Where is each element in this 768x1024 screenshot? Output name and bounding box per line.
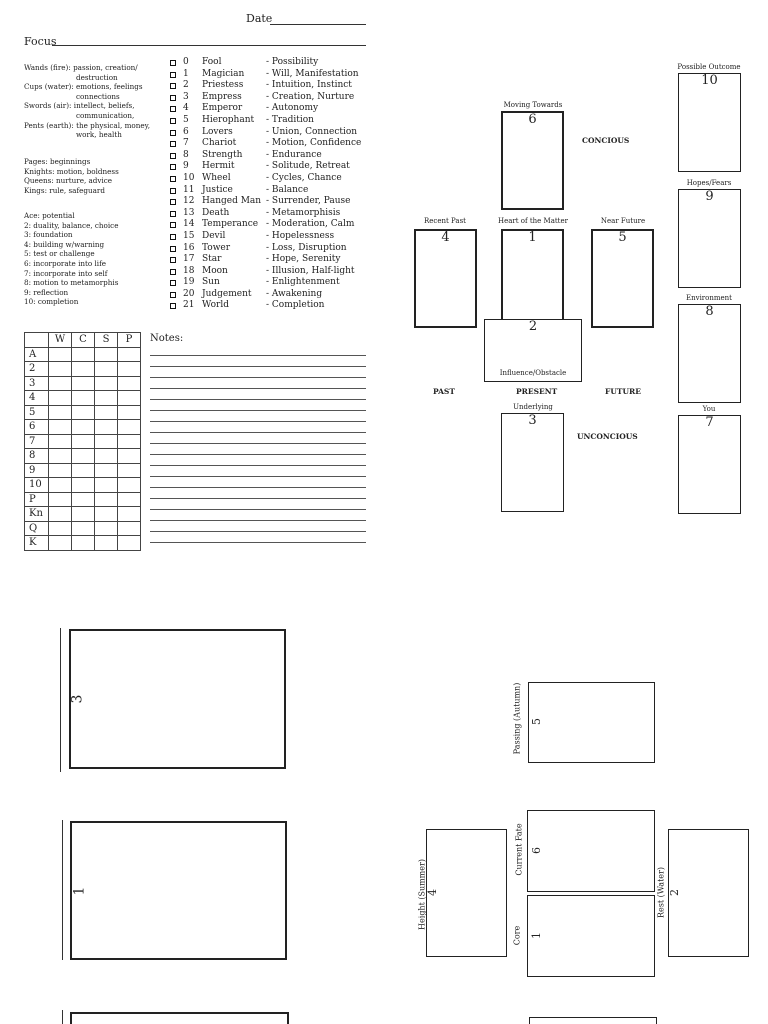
arcana-name: Lovers (202, 126, 233, 137)
card-number: 8 (705, 304, 714, 319)
tally-cell[interactable] (118, 492, 141, 507)
rank-item: 7: incorporate into self (24, 268, 108, 278)
tally-cell[interactable] (72, 405, 95, 420)
tally-cell[interactable] (72, 507, 95, 522)
checkbox[interactable] (170, 199, 176, 205)
suit-wands: Wands (fire): passion, creation/ (24, 63, 138, 72)
tally-cell[interactable] (72, 420, 95, 435)
column-header: W (49, 333, 72, 348)
underlying-label: Underlying (513, 403, 553, 411)
concious-label: CONCIOUS (582, 136, 630, 145)
tally-cell[interactable] (95, 362, 118, 377)
tally-cell[interactable] (72, 347, 95, 362)
court-item: Queens: nurture, advice (24, 176, 113, 186)
notes-line[interactable] (150, 487, 366, 488)
rank-item: 4: building w/warning (24, 239, 105, 249)
tally-cell[interactable] (95, 376, 118, 391)
date-field-line[interactable] (270, 24, 366, 25)
arcana-meaning: - Solitude, Retreat (266, 161, 350, 172)
tally-cell[interactable] (49, 420, 72, 435)
notes-line[interactable] (150, 531, 366, 532)
tally-cell[interactable] (72, 362, 95, 377)
arcana-number: 16 (183, 242, 195, 253)
arcana-meaning: - Hope, Serenity (266, 254, 341, 265)
arcana-meaning: - Will, Manifestation (266, 68, 359, 79)
tally-cell[interactable] (118, 449, 141, 464)
arcana-meaning: - Completion (266, 300, 325, 311)
arcana-name: Star (202, 254, 222, 265)
arcana-number: 10 (183, 172, 195, 183)
card-number: 7 (705, 415, 714, 430)
notes-line[interactable] (150, 410, 366, 411)
date-label: Date (246, 12, 273, 25)
recent-past-label: Recent Past (424, 217, 466, 225)
unconcious-label: UNCONCIOUS (577, 432, 638, 441)
table-row (25, 405, 141, 420)
card-slot-influence-obstacle[interactable] (484, 319, 582, 382)
tally-cell[interactable] (49, 434, 72, 449)
arcana-number: 1 (183, 68, 189, 79)
card-slot-environment[interactable] (678, 304, 741, 403)
row-header: 5 (25, 405, 49, 420)
arcana-meaning: - Creation, Nurture (266, 91, 355, 102)
card-number: 1 (530, 932, 543, 939)
tally-cell[interactable] (72, 492, 95, 507)
tally-cell[interactable] (49, 405, 72, 420)
column-header: P (118, 333, 141, 348)
row-header: A (25, 347, 49, 362)
checkbox[interactable] (170, 153, 176, 159)
arcana-meaning: - Enlightenment (266, 277, 340, 288)
notes-line[interactable] (150, 388, 366, 389)
court-item: Kings: rule, safeguard (24, 185, 105, 195)
card-number: 4 (426, 889, 439, 896)
arcana-number: 8 (183, 149, 189, 160)
future-label: FUTURE (605, 387, 641, 396)
hopes-fears-label: Hopes/Fears (686, 179, 732, 187)
notes-line[interactable] (150, 454, 366, 455)
influence-obstacle-label: Influence/Obstacle (499, 369, 567, 377)
arcana-meaning: - Possibility (266, 57, 319, 67)
notes-line[interactable] (150, 465, 366, 466)
arcana-number: 19 (183, 277, 195, 288)
card-slot-partial[interactable] (529, 1017, 657, 1024)
court-item: Pages: beginnings (24, 157, 91, 166)
arcana-name: Hierophant (202, 114, 255, 125)
row-header: 2 (25, 362, 49, 377)
arcana-meaning: - Hopelessness (266, 230, 335, 241)
rank-item: 5: test or challenge (24, 249, 95, 259)
column-header: C (72, 333, 95, 348)
row-header: P (25, 492, 49, 507)
ranks-legend (24, 211, 118, 307)
card-slot-3-rotated[interactable] (69, 629, 286, 769)
possible-outcome-label: Possible Outcome (677, 63, 741, 71)
arcana-number: 18 (183, 265, 195, 276)
card-number: 5 (618, 230, 627, 245)
arcana-number: 14 (183, 219, 195, 230)
tally-cell[interactable] (49, 362, 72, 377)
height-summer-label: Height (Summer) (417, 859, 427, 930)
notes-label: Notes: (150, 333, 184, 344)
tally-cell[interactable] (118, 362, 141, 377)
row-header: 6 (25, 420, 49, 435)
notes-line[interactable] (150, 432, 366, 433)
rank-item: 9: reflection (24, 287, 69, 297)
card-number: 3 (69, 694, 86, 704)
arcana-number: 15 (183, 230, 195, 241)
checkbox[interactable] (170, 292, 176, 298)
tally-cell[interactable] (49, 536, 72, 551)
heart-of-matter-label: Heart of the Matter (498, 217, 568, 225)
checkbox[interactable] (170, 257, 176, 263)
card-number: 3 (528, 413, 537, 428)
tally-cell[interactable] (49, 521, 72, 536)
card-slot-you[interactable] (678, 415, 741, 514)
row-header: Kn (25, 507, 49, 522)
divider-line (62, 1010, 63, 1024)
notes-line[interactable] (150, 399, 366, 400)
tally-cell[interactable] (118, 420, 141, 435)
arcana-meaning: - Cycles, Chance (266, 172, 342, 183)
tally-cell[interactable] (49, 449, 72, 464)
notes-line[interactable] (150, 366, 366, 367)
card-slot-1-rotated[interactable] (70, 821, 287, 960)
checkbox[interactable] (170, 95, 176, 101)
past-label: PAST (433, 387, 455, 396)
rank-item: 3: foundation (24, 230, 73, 240)
rest-water-label: Rest (Water) (656, 867, 666, 918)
checkbox[interactable] (170, 188, 176, 194)
tally-cell[interactable] (95, 449, 118, 464)
checkbox[interactable] (170, 106, 176, 112)
divider-line (60, 628, 61, 772)
suit-cups: Cups (water): emotions, feelings (24, 82, 143, 92)
tally-cell[interactable] (49, 507, 72, 522)
notes-line[interactable] (150, 355, 366, 356)
table-row (25, 449, 141, 464)
arcana-number: 9 (183, 161, 189, 172)
core-label: Core (512, 925, 522, 946)
card-number: 9 (705, 189, 714, 204)
rank-item: 10: completion (24, 297, 79, 307)
card-number: 2 (668, 889, 681, 896)
rank-item: 2: duality, balance, choice (24, 220, 119, 230)
arcana-number: 2 (183, 80, 189, 91)
rank-item: 6: incorporate into life (24, 258, 107, 268)
arcana-name: Sun (202, 277, 220, 288)
card-slot-height-summer[interactable] (426, 829, 507, 957)
tally-cell[interactable] (72, 536, 95, 551)
row-header: K (25, 536, 49, 551)
arcana-name: World (202, 300, 229, 311)
card-slot-underlying[interactable] (501, 413, 564, 512)
arcana-name: Judgement (202, 288, 252, 299)
arcana-name: Hermit (202, 161, 235, 172)
checkbox[interactable] (170, 246, 176, 252)
arcana-name: Magician (202, 68, 245, 79)
tally-cell[interactable] (72, 521, 95, 536)
card-number: 5 (530, 718, 543, 725)
court-item: Knights: motion, boldness (24, 166, 119, 176)
card-slot-recent-past[interactable] (414, 229, 477, 328)
arcana-name: Tower (202, 242, 231, 253)
arcana-meaning: - Moderation, Calm (266, 219, 355, 230)
arcana-meaning: - Union, Connection (266, 126, 358, 137)
tally-cell[interactable] (95, 478, 118, 493)
arcana-name: Moon (202, 265, 228, 276)
notes-line[interactable] (150, 520, 366, 521)
tally-cell[interactable] (118, 347, 141, 362)
checkbox[interactable] (170, 280, 176, 286)
card-number: 1 (528, 230, 537, 245)
card-number: 10 (701, 73, 718, 88)
card-slot-partial[interactable] (70, 1012, 289, 1024)
tally-cell[interactable] (72, 376, 95, 391)
arcana-meaning: - Surrender, Pause (266, 196, 351, 207)
arcana-name: Wheel (202, 172, 231, 183)
tally-cell[interactable] (95, 434, 118, 449)
notes-line[interactable] (150, 443, 366, 444)
arcana-meaning: - Balance (266, 184, 309, 195)
tally-cell[interactable] (49, 391, 72, 406)
card-number: 6 (530, 847, 543, 854)
tally-cell[interactable] (118, 521, 141, 536)
tally-cell[interactable] (72, 463, 95, 478)
tally-cell[interactable] (118, 391, 141, 406)
arcana-name: Chariot (202, 138, 237, 149)
tally-cell[interactable] (118, 376, 141, 391)
table-row (25, 420, 141, 435)
checkbox[interactable] (170, 72, 176, 78)
arcana-meaning: - Metamorphisis (266, 207, 341, 218)
checkbox[interactable] (170, 118, 176, 124)
arcana-number: 3 (183, 91, 189, 102)
suit-swords: Swords (air): intellect, beliefs, (24, 101, 135, 111)
row-header: 8 (25, 449, 49, 464)
arcana-number: 6 (183, 126, 189, 137)
tally-cell[interactable] (49, 463, 72, 478)
card-slot-moving-towards[interactable] (501, 111, 564, 210)
checkbox[interactable] (170, 164, 176, 170)
card-slot-rest-water[interactable] (668, 829, 749, 957)
tally-cell[interactable] (95, 492, 118, 507)
row-header: 7 (25, 434, 49, 449)
checkbox[interactable] (170, 211, 176, 217)
tally-cell[interactable] (95, 420, 118, 435)
arcana-number: 13 (183, 207, 195, 218)
tally-cell[interactable] (72, 434, 95, 449)
card-slot-heart-of-matter[interactable] (501, 229, 564, 328)
card-slot-possible-outcome[interactable] (678, 73, 741, 172)
corner-cell (25, 333, 49, 348)
tally-cell[interactable] (118, 434, 141, 449)
table-row (25, 536, 141, 551)
row-header: Q (25, 521, 49, 536)
column-header: S (95, 333, 118, 348)
checkbox[interactable] (170, 222, 176, 228)
tally-cell[interactable] (95, 536, 118, 551)
arcana-number: 4 (183, 103, 189, 114)
arcana-meaning: - Autonomy (266, 103, 319, 114)
arcana-meaning: - Endurance (266, 149, 322, 160)
arcana-meaning: - Awakening (266, 288, 323, 299)
tally-cell[interactable] (95, 347, 118, 362)
tally-cell[interactable] (95, 521, 118, 536)
notes-line[interactable] (150, 509, 366, 510)
tally-cell[interactable] (49, 478, 72, 493)
court-legend (24, 157, 119, 195)
arcana-meaning: - Illusion, Half-light (266, 265, 355, 276)
card-slot-core[interactable] (527, 895, 655, 977)
arcana-number: 7 (183, 138, 189, 149)
table-row (25, 521, 141, 536)
rank-item: 8: motion to metamorphis (24, 278, 119, 288)
checkbox[interactable] (170, 60, 176, 66)
focus-field-line[interactable] (52, 45, 366, 46)
present-label: PRESENT (516, 387, 558, 396)
table-row (25, 362, 141, 377)
checkbox[interactable] (170, 303, 176, 309)
arcana-name: Justice (202, 184, 233, 195)
arcana-number: 20 (183, 288, 195, 299)
arcana-meaning: - Loss, Disruption (266, 242, 347, 253)
focus-label: Focus (24, 35, 57, 48)
checkbox[interactable] (170, 130, 176, 136)
card-slot-hopes-fears[interactable] (678, 189, 741, 288)
table-row (25, 507, 141, 522)
tally-cell[interactable] (118, 463, 141, 478)
tally-cell[interactable] (95, 507, 118, 522)
row-header: 3 (25, 376, 49, 391)
arcana-name: Death (202, 207, 230, 218)
arcana-name: Temperance (202, 219, 259, 230)
tally-cell[interactable] (72, 478, 95, 493)
near-future-label: Near Future (600, 217, 646, 225)
notes-line[interactable] (150, 498, 366, 499)
row-header: 9 (25, 463, 49, 478)
arcana-number: 12 (183, 196, 195, 207)
tally-cell[interactable] (95, 463, 118, 478)
table-row (25, 463, 141, 478)
arcana-number: 17 (183, 254, 195, 265)
notes-line[interactable] (150, 377, 366, 378)
table-row (25, 376, 141, 391)
suits-legend: Wands (fire): passion, creation/ destruction Cups (water): emotions, feelings connections Swords (air): intellect, beliefs, communication, Pents (earth): the physical, money, work, health (24, 63, 164, 140)
card-number: 6 (528, 112, 537, 127)
tally-cell[interactable] (118, 536, 141, 551)
table-row (25, 492, 141, 507)
arcana-number: 0 (183, 57, 189, 67)
arcana-meaning: - Motion, Confidence (266, 138, 362, 149)
suit-tracker-table (24, 332, 141, 551)
moving-towards-label: Moving Towards (503, 101, 563, 109)
tally-cell[interactable] (72, 391, 95, 406)
checkbox[interactable] (170, 141, 176, 147)
card-slot-near-future[interactable] (591, 229, 654, 328)
tally-cell[interactable] (72, 449, 95, 464)
tally-cell[interactable] (49, 347, 72, 362)
notes-line[interactable] (150, 476, 366, 477)
arcana-meaning: - Tradition (266, 114, 314, 125)
tally-cell[interactable] (95, 405, 118, 420)
arcana-name: Hanged Man (202, 196, 262, 207)
tally-cell[interactable] (118, 405, 141, 420)
arcana-number: 21 (183, 300, 195, 311)
rank-item: Ace: potential (24, 211, 75, 220)
tally-cell[interactable] (49, 492, 72, 507)
arcana-name: Emperor (202, 103, 243, 114)
card-number: 4 (441, 230, 450, 245)
tally-cell[interactable] (95, 391, 118, 406)
table-header-row (25, 333, 141, 348)
arcana-name: Empress (202, 91, 242, 102)
row-header: 4 (25, 391, 49, 406)
table-row (25, 391, 141, 406)
checkbox[interactable] (170, 176, 176, 182)
table-row (25, 347, 141, 362)
notes-line[interactable] (150, 421, 366, 422)
divider-line (62, 820, 63, 960)
arcana-number: 11 (183, 184, 195, 195)
notes-line[interactable] (150, 542, 366, 543)
arcana-name: Strength (202, 149, 243, 160)
checkbox[interactable] (170, 269, 176, 275)
table-row (25, 434, 141, 449)
passing-autumn-label: Passing (Autumn) (512, 682, 522, 755)
suit-pents: Pents (earth): the physical, money, (24, 120, 151, 130)
table-row (25, 478, 141, 493)
card-slot-current-fate[interactable] (527, 810, 655, 892)
tally-cell[interactable] (49, 376, 72, 391)
card-slot-passing-autumn[interactable] (528, 682, 655, 763)
card-number: 1 (71, 886, 88, 896)
tally-cell[interactable] (118, 507, 141, 522)
checkbox[interactable] (170, 234, 176, 240)
arcana-meaning: - Intuition, Instinct (266, 80, 352, 91)
environment-label: Environment (686, 294, 732, 302)
you-label: You (702, 405, 716, 413)
tally-cell[interactable] (118, 478, 141, 493)
arcana-name: Fool (202, 57, 222, 67)
arcana-number: 5 (183, 114, 189, 125)
row-header: 10 (25, 478, 49, 493)
current-fate-label: Current Fate (514, 823, 524, 876)
checkbox[interactable] (170, 83, 176, 89)
arcana-name: Devil (202, 230, 226, 241)
arcana-name: Priestess (202, 80, 244, 91)
card-number: 2 (528, 319, 538, 334)
